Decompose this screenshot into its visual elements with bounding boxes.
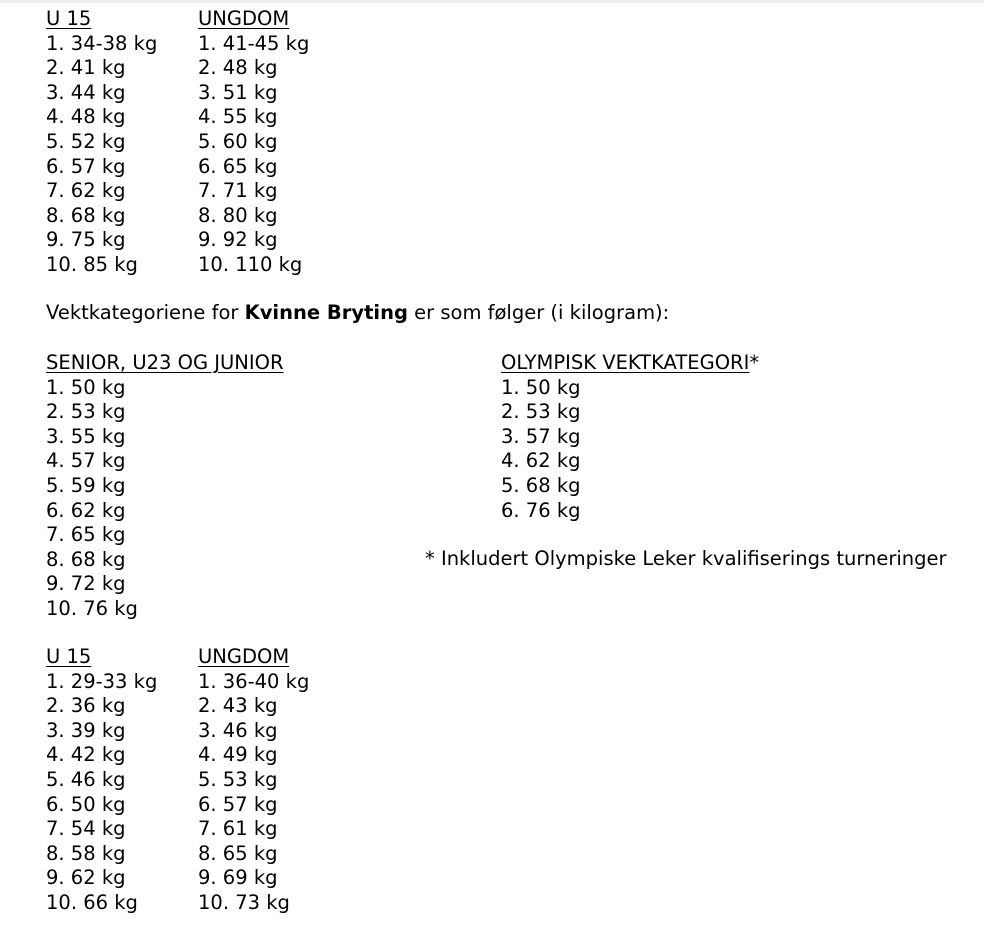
weight-class-item: 4. 55 kg: [198, 105, 278, 129]
weight-class-item: 10. 76 kg: [46, 596, 138, 620]
weight-class-item: 10. 66 kg: [46, 890, 138, 914]
intro-bold-kvinne-bryting: Kvinne Bryting: [244, 301, 408, 324]
weight-class-item: 10. 110 kg: [198, 252, 303, 276]
weight-class-item: 3. 44 kg: [46, 80, 126, 104]
weight-class-item: 5. 60 kg: [198, 129, 278, 153]
weight-class-item: 1. 50 kg: [46, 375, 126, 399]
weight-class-item: 5. 52 kg: [46, 129, 126, 153]
weight-class-item: 8. 80 kg: [198, 203, 278, 227]
weight-class-item: 10. 85 kg: [46, 252, 138, 276]
weight-class-item: 5. 68 kg: [501, 473, 581, 497]
weight-class-item: 4. 57 kg: [46, 449, 126, 473]
men-ungdom-list: [198, 32, 309, 278]
women-olympic-header-row: [501, 351, 759, 376]
intro-text-before: Vektkategoriene for: [46, 301, 245, 324]
weight-class-item: 9. 75 kg: [46, 228, 126, 252]
weight-class-item: 7. 62 kg: [46, 179, 126, 203]
weight-class-item: 8. 58 kg: [46, 841, 126, 865]
women-olympic-header: OLYMPISK VEKTKATEGORI: [501, 351, 750, 374]
women-olympic-header-asterisk: *: [749, 351, 760, 374]
men-u15-list: [46, 32, 157, 278]
weight-class-item: 7. 65 kg: [46, 523, 126, 547]
women-ungdom-header: UNGDOM: [198, 645, 290, 668]
men-ungdom-header: UNGDOM: [198, 7, 290, 30]
weight-class-item: 6. 57 kg: [198, 792, 278, 816]
women-intro-paragraph: [46, 301, 669, 326]
weight-class-item: 2. 41 kg: [46, 56, 126, 80]
weight-class-item: 1. 29-33 kg: [46, 669, 158, 693]
weight-class-item: 4. 49 kg: [198, 743, 278, 767]
weight-class-item: 4. 42 kg: [46, 743, 126, 767]
weight-class-item: 2. 36 kg: [46, 694, 126, 718]
weight-class-item: 3. 39 kg: [46, 718, 126, 742]
weight-class-item: 8. 68 kg: [46, 203, 126, 227]
weight-class-item: 2. 53 kg: [501, 400, 581, 424]
weight-class-item: 7. 61 kg: [198, 817, 278, 841]
weight-class-item: 5. 59 kg: [46, 473, 126, 497]
weight-class-item: 10. 73 kg: [198, 890, 290, 914]
weight-class-item: 6. 65 kg: [198, 154, 278, 178]
intro-text-after: er som følger (i kilogram):: [407, 301, 670, 324]
weight-class-item: 5. 46 kg: [46, 767, 126, 791]
weight-class-item: 8. 68 kg: [46, 547, 126, 571]
weight-class-item: 3. 55 kg: [46, 424, 126, 448]
weight-class-item: 2. 53 kg: [46, 400, 126, 424]
men-u15-column: [46, 7, 157, 278]
weight-class-item: 1. 41-45 kg: [198, 31, 310, 55]
men-u15-header: U 15: [46, 7, 92, 30]
weight-class-item: 6. 76 kg: [501, 498, 581, 522]
weight-class-item: 1. 50 kg: [501, 375, 581, 399]
weight-class-item: 3. 46 kg: [198, 718, 278, 742]
men-ungdom-column: [198, 7, 309, 278]
weight-class-item: 6. 62 kg: [46, 498, 126, 522]
weight-class-item: 7. 54 kg: [46, 817, 126, 841]
women-u15-header: U 15: [46, 645, 92, 668]
weight-class-item: 3. 51 kg: [198, 80, 278, 104]
women-olympic-column: [501, 351, 759, 523]
olympic-footnote: * Inkludert Olympiske Leker kvalifiserings turneringer: [425, 547, 947, 570]
weight-class-item: 9. 72 kg: [46, 572, 126, 596]
women-ungdom-column: [198, 645, 309, 916]
weight-class-item: 6. 50 kg: [46, 792, 126, 816]
weight-class-item: 5. 53 kg: [198, 767, 278, 791]
weight-class-item: 4. 62 kg: [501, 449, 581, 473]
weight-class-item: 2. 48 kg: [198, 56, 278, 80]
weight-class-item: 9. 62 kg: [46, 866, 126, 890]
weight-class-item: 8. 65 kg: [198, 841, 278, 865]
page-top-edge: [0, 0, 984, 3]
weight-class-item: 2. 43 kg: [198, 694, 278, 718]
weight-class-item: 9. 69 kg: [198, 866, 278, 890]
weight-class-item: 7. 71 kg: [198, 179, 278, 203]
weight-class-item: 1. 36-40 kg: [198, 669, 310, 693]
weight-class-item: 1. 34-38 kg: [46, 31, 158, 55]
women-olympic-list: [501, 376, 759, 524]
women-senior-list: [46, 376, 284, 622]
weight-class-item: 4. 48 kg: [46, 105, 126, 129]
women-u15-column: [46, 645, 157, 916]
women-senior-header: SENIOR, U23 OG JUNIOR: [46, 351, 284, 374]
women-senior-column: [46, 351, 284, 622]
weight-class-item: 9. 92 kg: [198, 228, 278, 252]
weight-class-item: 3. 57 kg: [501, 424, 581, 448]
cut-off-next-paragraph: [46, 934, 946, 944]
women-u15-list: [46, 670, 157, 916]
women-ungdom-list: [198, 670, 309, 916]
weight-class-item: 6. 57 kg: [46, 154, 126, 178]
